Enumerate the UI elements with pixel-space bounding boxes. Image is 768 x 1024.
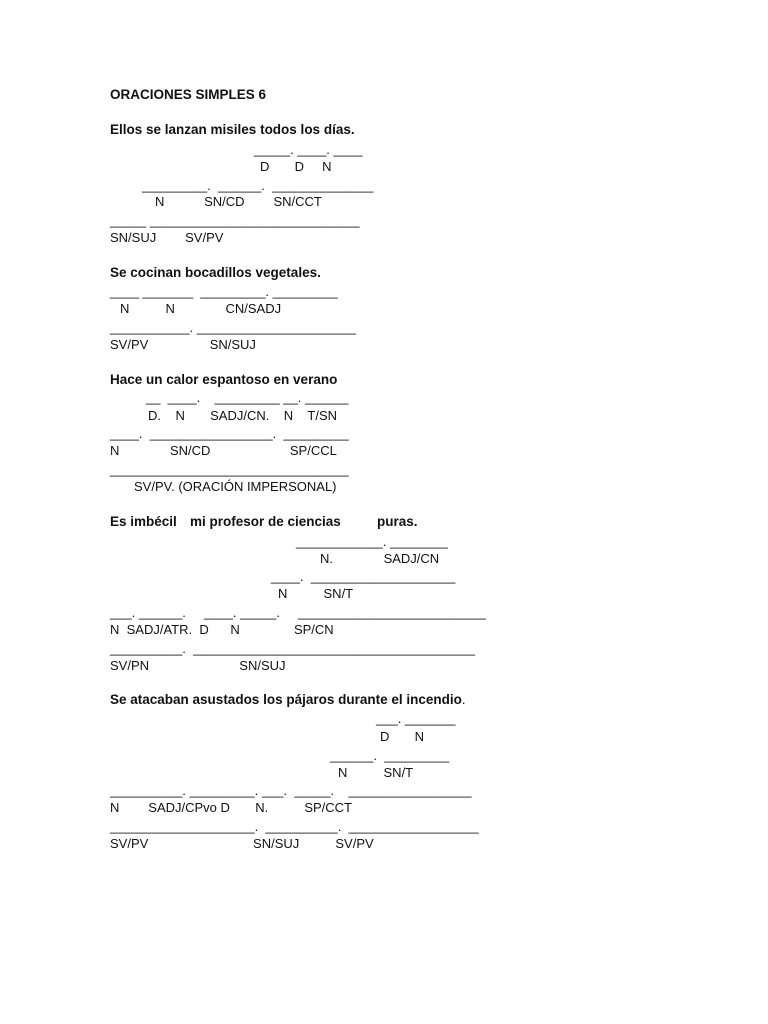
sentence-5-period: . (461, 692, 466, 707)
sentence-1: Ellos se lanzan misiles todos los días. (110, 122, 355, 137)
analysis-line: _____ _____________________________ (110, 213, 360, 228)
analysis-label: SV/PV. (ORACIÓN IMPERSONAL) (134, 479, 337, 494)
sentence-4b: mi profesor de ciencias (190, 514, 341, 529)
page-title: ORACIONES SIMPLES 6 (110, 87, 267, 102)
analysis-line: ___________. ______________________ (110, 320, 356, 335)
sentence-4a: Es imbécil (110, 514, 177, 529)
analysis-line: __________. _________. ___. _____. _________________ (110, 783, 472, 798)
analysis-label: N SADJ/ATR. D N SP/CN (110, 622, 334, 637)
analysis-label: D. N SADJ/CN. N T/SN (148, 408, 338, 423)
analysis-label: N SN/CD SP/CCL (110, 443, 337, 458)
sentence-5 (110, 692, 466, 708)
analysis-line: ____________. ________ (296, 534, 448, 549)
analysis-line: __ ____. _________ __. ______ (146, 390, 349, 405)
analysis-line: _____. ____. ____ (254, 142, 363, 157)
analysis-label: N N CN/SADJ (120, 301, 282, 316)
analysis-label: SV/PV SN/SUJ (110, 337, 256, 352)
sentence-4c: puras. (377, 514, 418, 529)
analysis-label: SV/PV SN/SUJ SV/PV (110, 836, 374, 851)
analysis-line: ____ _______ _________. _________ (110, 284, 338, 299)
analysis-line: __________. _______________________________________ (110, 641, 476, 656)
analysis-label: N SN/T (338, 765, 414, 780)
sentence-3: Hace un calor espantoso en verano (110, 372, 338, 387)
analysis-label: N SN/T (278, 586, 354, 601)
analysis-line: ____. ____________________ (271, 569, 456, 584)
analysis-line: ___. ______. ____. _____. __________________________ (110, 605, 486, 620)
sentence-2: Se cocinan bocadillos vegetales. (110, 265, 321, 280)
analysis-label: N SN/CD SN/CCT (155, 194, 322, 209)
analysis-line: ____________________. __________. __________________ (110, 819, 479, 834)
analysis-line: _________________________________ (110, 462, 349, 477)
analysis-label: N. SADJ/CN (320, 551, 440, 566)
analysis-label: SV/PN SN/SUJ (110, 658, 286, 673)
analysis-line: ______. _________ (330, 748, 450, 763)
analysis-line: ___. _______ (376, 711, 456, 726)
analysis-label: D D N (260, 159, 332, 174)
sentence-5-text: Se atacaban asustados los pájaros durante el incendio (110, 692, 462, 707)
analysis-line: _________. ______. ______________ (142, 178, 374, 193)
analysis-line: ____. _________________. _________ (110, 426, 349, 441)
analysis-label: N SADJ/CPvo D N. SP/CCT (110, 800, 352, 815)
analysis-label: SN/SUJ SV/PV (110, 230, 224, 245)
analysis-label: D N (380, 729, 425, 744)
